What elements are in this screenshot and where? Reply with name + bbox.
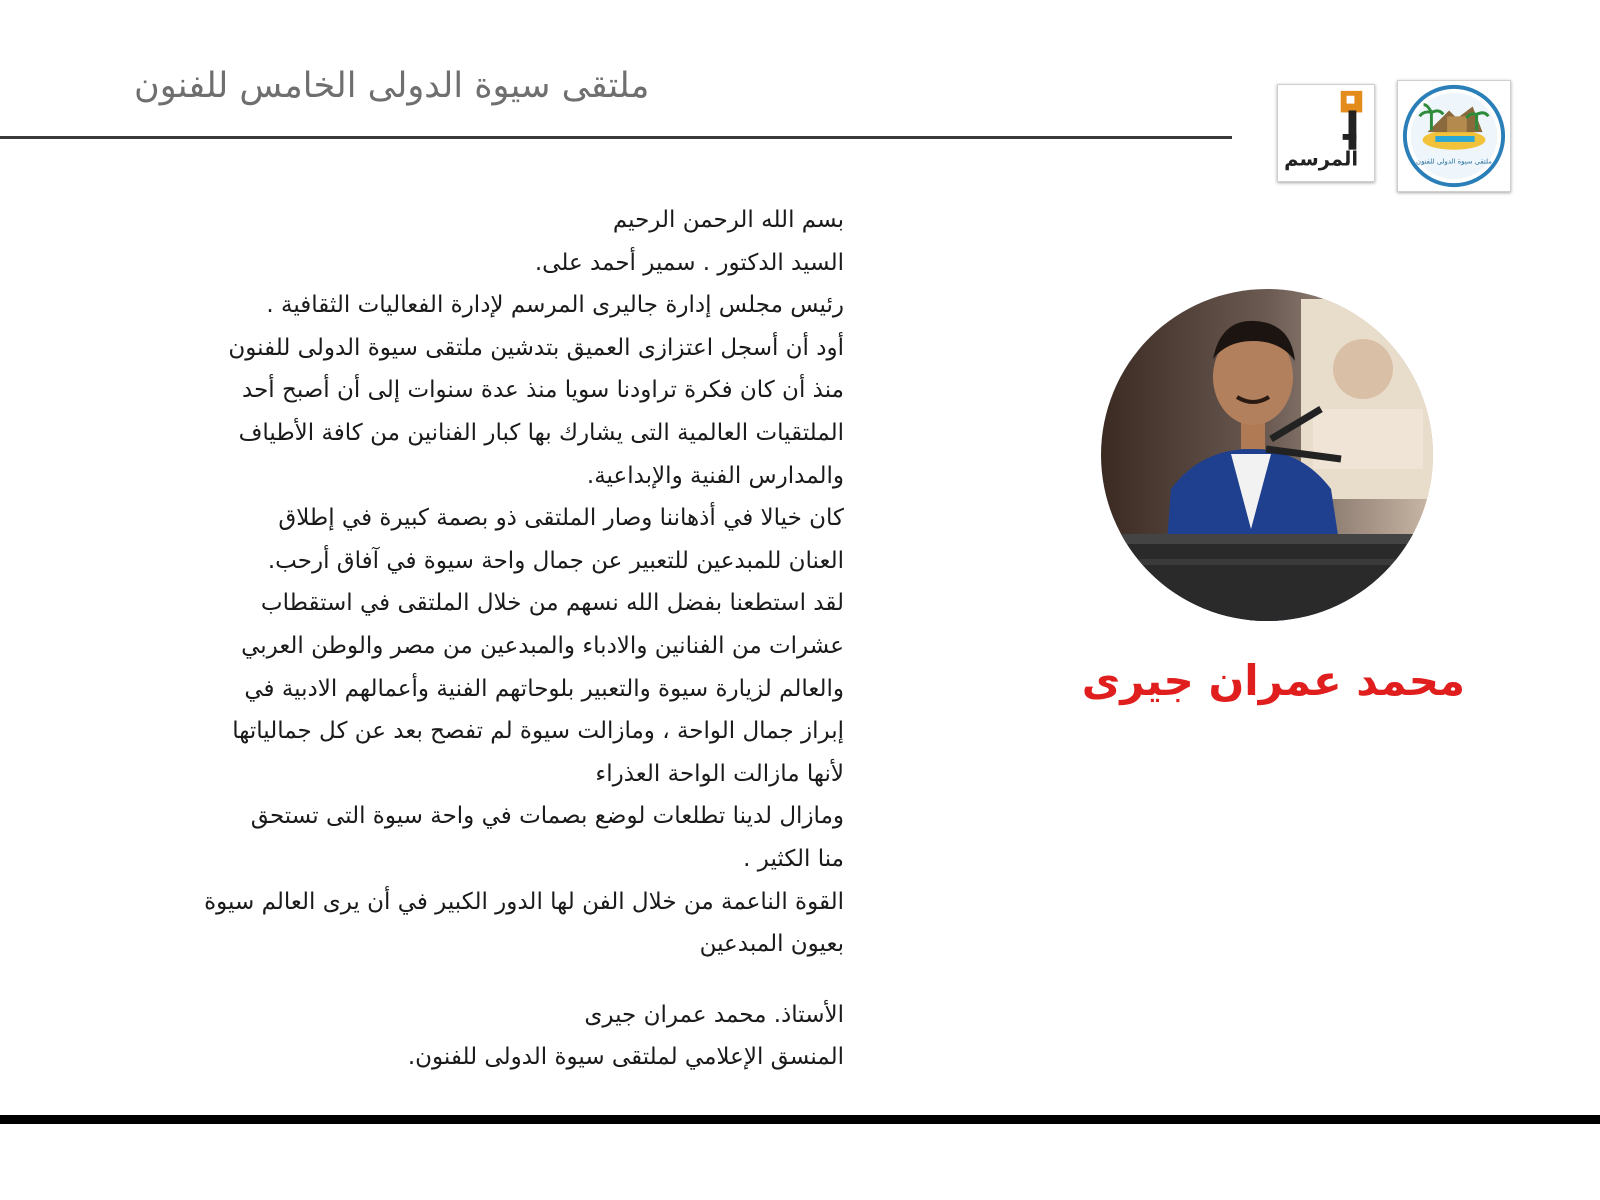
siwa-logo-text: ملتقى سيوة الدولى للفنون	[1416, 157, 1492, 166]
letter-line: والمدارس الفنية والإبداعية.	[586, 462, 844, 489]
letter-line: والعالم لزيارة سيوة والتعبير بلوحاتهم الفنية وأعمالهم الادبية في	[244, 675, 844, 702]
letter-line: الملتقيات العالمية التى يشارك بها كبار الفنانين من كافة الأطياف	[238, 419, 844, 446]
letter-gap	[104, 966, 844, 994]
speaker-photo-image	[1101, 289, 1433, 621]
signature-title: المنسق الإعلامي لملتقى سيوة الدولى للفنون.	[407, 1044, 844, 1071]
letter-line: العنان للمبدعين للتعبير عن جمال واحة سيوة في آفاق أرحب.	[267, 547, 844, 574]
letter-line: القوة الناعمة من خلال الفن لها الدور الكبير في أن يرى العالم سيوة	[204, 888, 844, 915]
letter-line: منذ أن كان فكرة تراودنا سويا منذ عدة سنوات إلى أن أصبح أحد	[242, 377, 844, 404]
letter-line: لأنها مازالت الواحة العذراء	[595, 760, 844, 787]
letter-line: السيد الدكتور . سمير أحمد على.	[534, 249, 844, 276]
marsam-logo-text: المرسم	[1284, 147, 1359, 171]
siwa-festival-logo	[1397, 80, 1511, 192]
letter-line: ومازال لدينا تطلعات لوضع بصمات في واحة سيوة التى تستحق	[250, 803, 844, 830]
speaker-name: محمد عمران جيرى	[1081, 656, 1465, 705]
page-title: ملتقى سيوة الدولى الخامس للفنون	[134, 66, 650, 106]
letter-line: بعيون المبدعين	[699, 931, 844, 958]
footer-divider	[0, 1115, 1600, 1124]
letter-line: منا الكثير .	[743, 845, 844, 872]
speaker-photo	[1101, 289, 1433, 621]
letter-line: لقد استطعنا بفضل الله نسهم من خلال الملتقى في استقطاب	[260, 590, 844, 617]
header-divider	[0, 136, 1232, 139]
letter-line: إبراز جمال الواحة ، ومازالت سيوة لم تفصح بعد عن كل جمالياتها	[232, 718, 844, 745]
marsam-logo	[1277, 84, 1375, 182]
letter-line: رئيس مجلس إدارة جاليرى المرسم لإدارة الفعاليات الثقافية .	[266, 292, 844, 319]
letter-line: أود أن أسجل اعتزازى العميق بتدشين ملتقى سيوة الدولى للفنون	[228, 334, 844, 361]
marsam-logo-icon	[1278, 85, 1374, 181]
siwa-festival-logo-icon	[1398, 81, 1510, 191]
letter-line: بسم الله الرحمن الرحيم	[612, 207, 844, 233]
letter-line: كان خيالا في أذهاننا وصار الملتقى ذو بصمة كبيرة في إطلاق	[278, 505, 844, 532]
letter-body	[104, 199, 844, 1079]
letter-line: عشرات من الفنانين والادباء والمبدعين من مصر والوطن العربي	[241, 632, 844, 659]
signature-name: الأستاذ. محمد عمران جيرى	[584, 1001, 844, 1028]
